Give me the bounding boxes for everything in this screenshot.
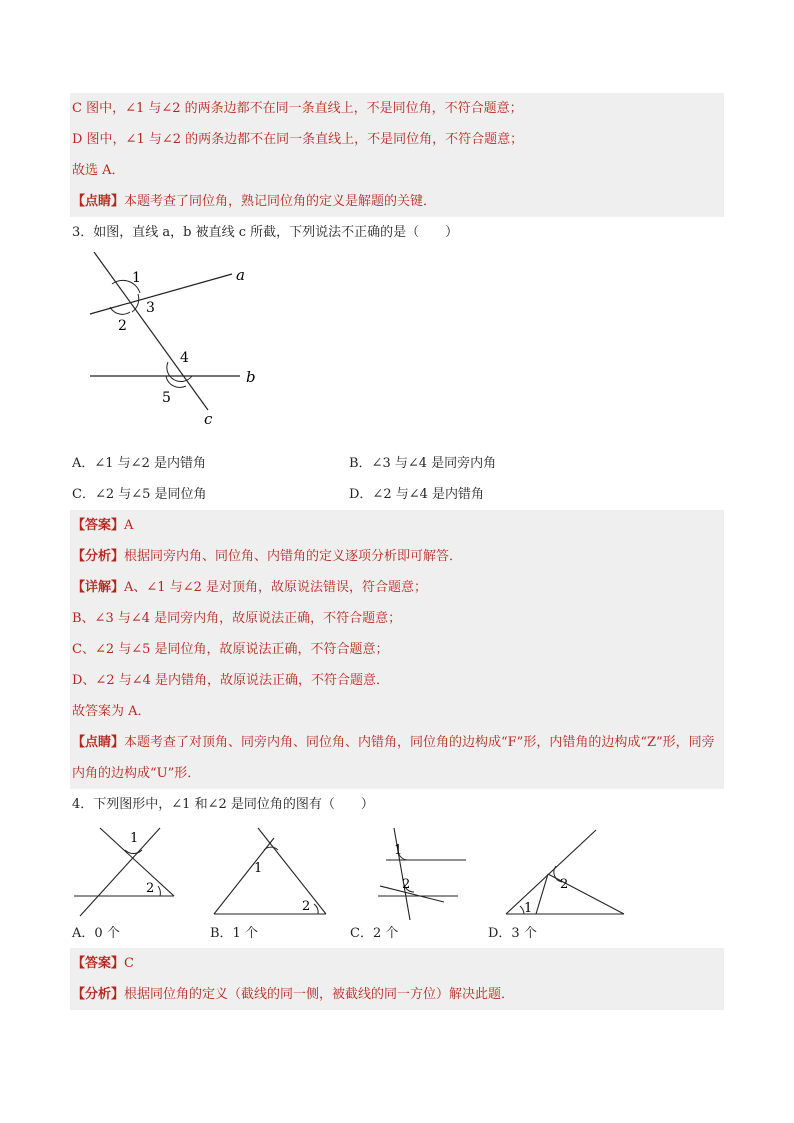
label-b: b bbox=[246, 368, 256, 386]
q3-option-c: C．∠2 与∠5 是同位角 bbox=[72, 487, 207, 502]
q4-analysis bbox=[70, 979, 724, 1010]
svg-text:1: 1 bbox=[524, 901, 533, 916]
q4-stem: 4．下列图形中，∠1 和∠2 是同位角的图有（ ） bbox=[70, 789, 724, 820]
svg-text:2: 2 bbox=[560, 877, 569, 892]
q3-tip-text: 本题考查了对顶角、同旁内角、同位角、内错角，同位角的边构成“F”形，内错角的边构成“Z”形，同旁内角的边构成“U”形． bbox=[72, 735, 715, 781]
q3-detail-b: B、∠3 与∠4 是同旁内角，故原说法正确，不符合题意； bbox=[72, 611, 402, 626]
q2-choose: 故选 A． bbox=[72, 163, 125, 178]
label-5: 5 bbox=[162, 390, 171, 406]
q4-answer-tag: 【答案】 bbox=[72, 956, 125, 971]
svg-text:2: 2 bbox=[302, 899, 311, 914]
q4-option-d: D．3 个 bbox=[488, 926, 537, 941]
label-1: 1 bbox=[132, 270, 141, 286]
q3-options-row-1 bbox=[70, 448, 724, 479]
arc-angle-3 bbox=[132, 294, 139, 312]
q4-figure-b bbox=[214, 828, 326, 914]
q4-diagrams bbox=[70, 820, 724, 920]
q3-answer bbox=[70, 510, 724, 541]
q2-line-d: D 图中，∠1 与∠2 的两条边都不在同一条直线上，不是同位角，不符合题意； bbox=[72, 132, 524, 147]
label-4: 4 bbox=[180, 350, 189, 366]
svg-text:1: 1 bbox=[130, 831, 139, 846]
q3-conclusion: 故答案为 A． bbox=[72, 704, 151, 719]
q3-answer-value: A bbox=[124, 518, 134, 533]
q4-figure-a bbox=[74, 828, 174, 916]
svg-text:1: 1 bbox=[394, 843, 403, 858]
q4-analysis-tag: 【分析】 bbox=[72, 987, 125, 1002]
q2-tip-text: 本题考查了同位角，熟记同位角的定义是解题的关键． bbox=[124, 194, 437, 209]
q3-tip bbox=[70, 727, 724, 789]
line-c bbox=[94, 252, 208, 410]
q2-line-c: C 图中，∠1 与∠2 的两条边都不在同一条直线上，不是同位角，不符合题意； bbox=[72, 101, 523, 116]
q3-analysis bbox=[70, 541, 724, 572]
q4-answer-value: C bbox=[124, 956, 134, 971]
q4-solution-block bbox=[70, 948, 724, 1010]
svg-text:1: 1 bbox=[254, 861, 263, 876]
q4-option-c: C．2 个 bbox=[350, 926, 399, 941]
q3-figure bbox=[70, 248, 724, 448]
q3-option-d: D．∠2 与∠4 是内错角 bbox=[349, 487, 485, 502]
line-a bbox=[90, 274, 232, 314]
q4-analysis-text: 根据同位角的定义（截线的同一侧，被截线的同一方位）解决此题． bbox=[124, 987, 515, 1002]
q3-detail-c: C、∠2 与∠5 是同位角，故原说法正确，不符合题意； bbox=[72, 642, 389, 657]
label-3: 3 bbox=[146, 300, 155, 316]
q3-detail-a: A、∠1 与∠2 是对顶角，故原说法错误，符合题意； bbox=[124, 580, 427, 595]
q4-answer bbox=[70, 948, 724, 979]
document-page bbox=[70, 93, 724, 1010]
q3-detail bbox=[70, 572, 724, 603]
svg-text:2: 2 bbox=[146, 881, 155, 896]
q4-option-b: B．1 个 bbox=[210, 926, 258, 941]
svg-text:2: 2 bbox=[402, 877, 411, 892]
q3-stem: 3．如图，直线 a，b 被直线 c 所截，下列说法不正确的是（ ） bbox=[70, 217, 724, 248]
q2-tip bbox=[70, 186, 724, 217]
q4-options bbox=[70, 920, 724, 948]
q3-tip-tag: 【点睛】 bbox=[72, 735, 125, 750]
q3-diagram bbox=[82, 252, 302, 432]
q3-analysis-text: 根据同旁内角、同位角、内错角的定义逐项分析即可解答． bbox=[124, 549, 463, 564]
q3-option-a: A．∠1 与∠2 是内错角 bbox=[72, 456, 206, 471]
q4-figure-d bbox=[506, 830, 624, 916]
q3-options-row-2 bbox=[70, 479, 724, 510]
q4-figure-c bbox=[378, 828, 466, 920]
q4-option-a: A．0 个 bbox=[72, 926, 120, 941]
q3-detail-tag: 【详解】 bbox=[72, 580, 125, 595]
q2-solution-block bbox=[70, 93, 724, 217]
label-a: a bbox=[236, 266, 245, 284]
q3-detail-d: D、∠2 与∠4 是内错角，故原说法正确，不符合题意． bbox=[72, 673, 390, 688]
q2-tip-tag: 【点睛】 bbox=[72, 194, 125, 209]
label-c: c bbox=[204, 410, 213, 428]
q3-option-b: B．∠3 与∠4 是同旁内角 bbox=[349, 456, 497, 471]
q3-answer-tag: 【答案】 bbox=[72, 518, 125, 533]
q4-figures bbox=[70, 820, 724, 920]
q3-solution-block bbox=[70, 510, 724, 789]
q3-analysis-tag: 【分析】 bbox=[72, 549, 125, 564]
label-2: 2 bbox=[118, 318, 127, 334]
